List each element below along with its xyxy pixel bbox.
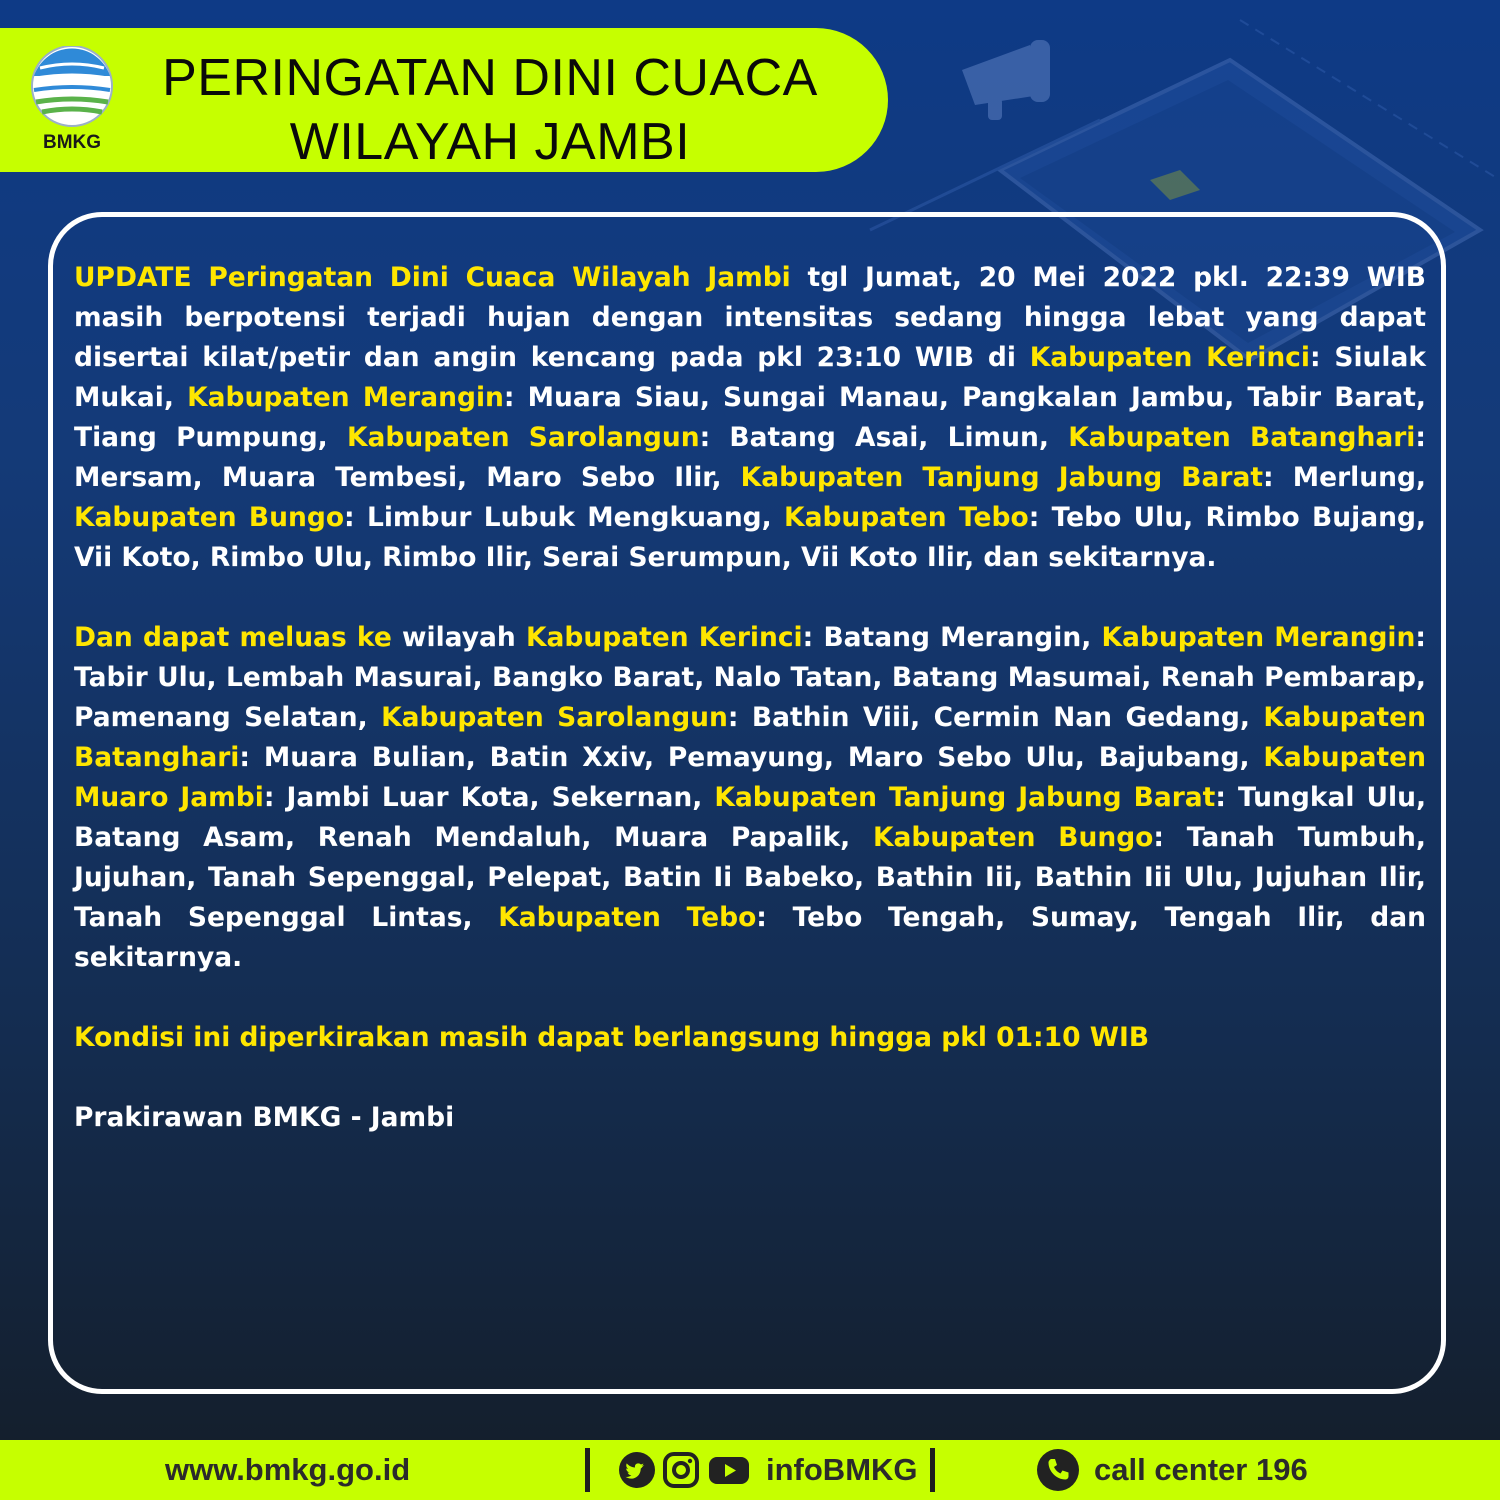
body-text: : Batang Asai, Limun, <box>699 422 1069 453</box>
footer-divider <box>585 1448 590 1492</box>
body-text: wilayah <box>391 622 526 653</box>
warning-content <box>74 258 1426 1178</box>
title-line-2: WILAYAH JAMBI <box>289 113 691 171</box>
highlight-text: Kabupaten Muaro Jambi <box>74 742 1426 813</box>
body-text: : Mersam, Muara Tembesi, Maro Sebo Ilir, <box>74 422 1426 493</box>
footer-divider <box>930 1448 935 1492</box>
megaphone-icon <box>962 40 1050 120</box>
highlight-text: Kabupaten Kerinci <box>525 622 803 653</box>
youtube-icon[interactable] <box>708 1451 750 1489</box>
highlight-text: Kabupaten Batanghari <box>74 702 1426 773</box>
phone-icon <box>1036 1448 1080 1492</box>
bmkg-logo <box>26 46 118 158</box>
body-text: : Tebo Ulu, Rimbo Bujang, Vii Koto, Rimbo Ulu, Rimbo Ilir, Serai Serumpun, Vii Koto Ilir, dan sekitarnya. <box>74 502 1426 573</box>
page-title <box>130 46 850 174</box>
body-text: : Tungkal Ulu, Batang Asam, Renah Mendaluh, Muara Papalik, <box>74 782 1427 853</box>
header-banner <box>0 28 888 172</box>
website-link[interactable]: www.bmkg.go.id <box>165 1452 411 1487</box>
body-text: tgl Jumat, 20 Mei 2022 pkl. 22:39 WIB masih berpotensi terjadi hujan dengan intensitas sedang hingga lebat yang dapat disertai kilat/petir dan angin kencang pada pkl 23:10 WIB di <box>74 262 1426 373</box>
body-text: : Muara Bulian, Batin Xxiv, Pemayung, Maro Sebo Ulu, Bajubang, <box>239 742 1264 773</box>
highlight-text: Kabupaten Sarolangun <box>381 702 728 733</box>
warning-paragraph-2 <box>74 618 1426 978</box>
signature-text: Prakirawan BMKG - Jambi <box>74 1102 455 1133</box>
highlight-text: Dan dapat meluas ke <box>74 622 392 653</box>
logo-text: BMKG <box>42 132 102 153</box>
title-line-1: PERINGATAN DINI CUACA <box>162 49 818 107</box>
bmkg-logo-icon <box>26 46 118 130</box>
highlight-text: Kabupaten Bungo <box>74 502 345 533</box>
body-text: : Bathin Viii, Cermin Nan Gedang, <box>727 702 1264 733</box>
social-handle[interactable]: infoBMKG <box>766 1452 918 1487</box>
body-text: : Limbur Lubuk Mengkuang, <box>344 502 785 533</box>
highlight-text: Kabupaten Sarolangun <box>346 422 700 453</box>
warning-paragraph-1 <box>74 258 1426 578</box>
highlight-text: UPDATE Peringatan Dini Cuaca Wilayah Jambi <box>74 262 791 293</box>
body-text: : Tanah Tumbuh, Jujuhan, Tanah Sepenggal, Pelepat, Batin Ii Babeko, Bathin Iii, Bathin Iii Ulu, Jujuhan Ilir, Tanah Sepenggal Lintas, <box>74 822 1426 933</box>
body-text: : Tabir Ulu, Lembah Masurai, Bangko Barat, Nalo Tatan, Batang Masumai, Renah Pembarap, Pamenang Selatan, <box>74 622 1426 733</box>
body-text: : Muara Siau, Sungai Manau, Pangkalan Jambu, Tabir Barat, Tiang Pumpung, <box>74 382 1426 453</box>
body-text: : Merlung, <box>1263 462 1426 493</box>
body-text: : Jambi Luar Kota, Sekernan, <box>263 782 715 813</box>
twitter-icon[interactable] <box>618 1451 656 1489</box>
body-text: : Siulak Mukai, <box>74 342 1426 413</box>
highlight-text: Kabupaten Merangin <box>1101 622 1416 653</box>
highlight-text: Kabupaten Bungo <box>872 822 1154 853</box>
highlight-text: Kabupaten Tebo <box>784 502 1029 533</box>
body-text: : Tebo Tengah, Sumay, Tengah Ilir, dan sekitarnya. <box>74 902 1426 973</box>
highlight-text: Kabupaten Tanjung Jabung Barat <box>740 462 1263 493</box>
instagram-icon[interactable] <box>662 1451 700 1489</box>
body-text: : Batang Merangin, <box>802 622 1102 653</box>
call-center[interactable]: call center 196 <box>1094 1452 1308 1487</box>
highlight-text: Kabupaten Batanghari <box>1068 422 1416 453</box>
highlight-text: Kabupaten Merangin <box>187 382 504 413</box>
highlight-text: Kabupaten Tanjung Jabung Barat <box>714 782 1216 813</box>
highlight-text: Kabupaten Kerinci <box>1029 342 1310 373</box>
highlight-text: Kabupaten Tebo <box>498 902 757 933</box>
condition-text: Kondisi ini diperkirakan masih dapat berlangsung hingga pkl 01:10 WIB <box>74 1022 1150 1053</box>
footer-bar <box>0 1440 1500 1500</box>
